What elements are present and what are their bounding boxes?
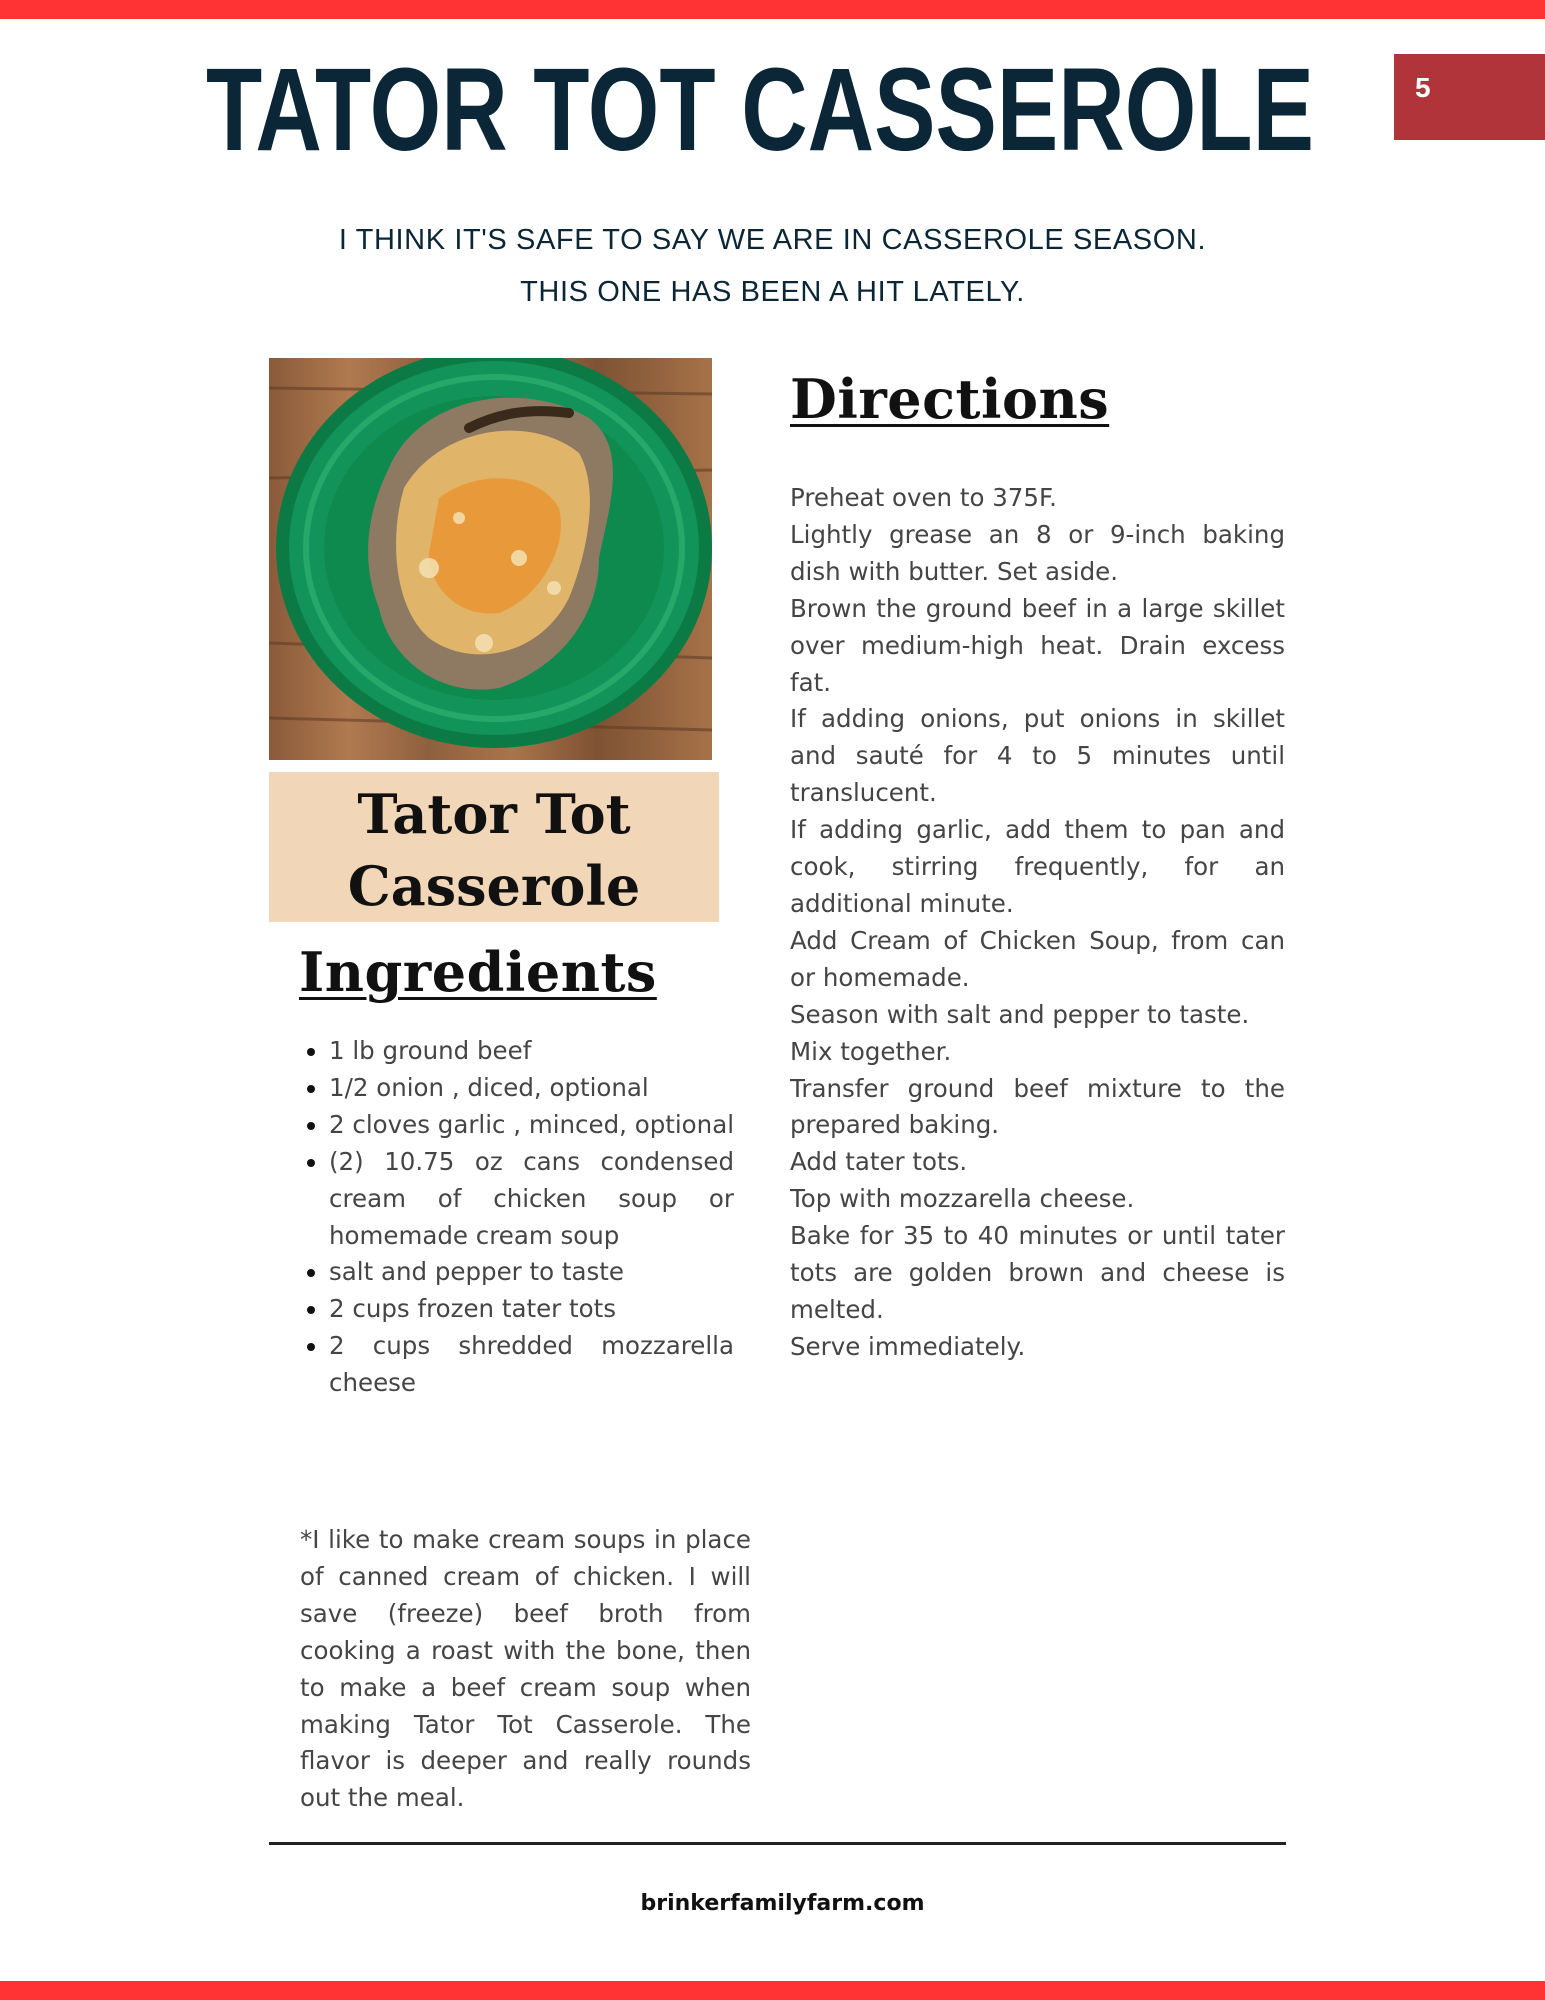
direction-step: Top with mozzarella cheese. (790, 1184, 1135, 1214)
ingredient-item (301, 1033, 734, 1070)
direction-step: If adding garlic, add them to pan and cook, stirring frequently, for an additional minute. (790, 815, 1285, 918)
cream-soup-note: *I like to make cream soups in place of canned cream of chicken. I will save (freeze) beef broth from cooking a roast with the bone, then to make a beef cream soup when making Tator Tot Casserole. The flavor is deeper and really rounds out the meal. (300, 1525, 751, 1813)
ingredient-text: salt and pepper to taste (329, 1257, 624, 1287)
ingredients-list (301, 1033, 734, 1402)
ingredient-text: 1 lb ground beef (329, 1036, 532, 1065)
top-accent-bar (0, 0, 1545, 19)
ingredients-heading: Ingredients (299, 940, 657, 1004)
direction-step: Preheat oven to 375F. (790, 483, 1057, 512)
direction-step: Mix together. (790, 1036, 952, 1066)
footer-divider (269, 1842, 1286, 1845)
ingredient-text: 2 cloves garlic , minced, optional (329, 1109, 735, 1139)
bullet-icon (307, 1343, 315, 1351)
ingredient-item (301, 1107, 734, 1144)
ingredient-item (301, 1254, 734, 1291)
bullet-icon (307, 1269, 315, 1277)
intro-text (0, 214, 1545, 318)
direction-step: Lightly grease an 8 or 9-inch baking dish with butter. Set aside. (790, 519, 1285, 586)
photo-caption-line: Casserole (347, 854, 641, 918)
ingredient-text: 1/2 onion , diced, optional (329, 1072, 649, 1102)
bullet-icon (307, 1085, 315, 1093)
directions-heading: Directions (790, 367, 1110, 431)
page-number: 5 (1415, 72, 1431, 103)
bullet-icon (307, 1122, 315, 1130)
page-title: TATOR TOT CASSEROLE (206, 44, 1314, 176)
ingredient-item (301, 1291, 734, 1328)
direction-step: Add tater tots. (790, 1147, 968, 1177)
footer-website: brinkerfamilyfarm.com (640, 1891, 925, 1916)
casserole-photo (269, 358, 712, 760)
direction-step: Transfer ground beef mixture to the prepared baking. (790, 1073, 1285, 1140)
ingredient-text: 2 cups frozen tater tots (329, 1294, 617, 1324)
intro-line: THIS ONE HAS BEEN A HIT LATELY. (520, 276, 1025, 308)
direction-step: Brown the ground beef in a large skillet over medium-high heat. Drain excess fat. (790, 593, 1285, 697)
intro-line: I THINK IT'S SAFE TO SAY WE ARE IN CASSEROLE SEASON. (338, 224, 1207, 256)
ingredient-text: (2) 10.75 oz cans condensed cream of chicken soup or homemade cream soup (329, 1146, 734, 1250)
bullet-icon (307, 1306, 315, 1314)
direction-step: If adding onions, put onions in skillet and sauté for 4 to 5 minutes until translucent. (790, 704, 1285, 808)
bullet-icon (307, 1159, 315, 1167)
direction-step: Add Cream of Chicken Soup, from can or homemade. (790, 925, 1285, 992)
ingredient-item (301, 1328, 734, 1402)
ingredient-item (301, 1144, 734, 1255)
direction-step: Serve immediately. (790, 1331, 1026, 1361)
ingredient-item (301, 1070, 734, 1107)
page-number-badge (1394, 54, 1545, 140)
direction-step: Season with salt and pepper to taste. (790, 999, 1250, 1029)
ingredient-text: 2 cups shredded mozzarella cheese (329, 1331, 734, 1398)
bottom-accent-bar (0, 1981, 1545, 2000)
photo-caption-line: Tator Tot (357, 782, 631, 846)
directions-list (790, 480, 1285, 1366)
direction-step: Bake for 35 to 40 minutes or until tater tots are golden brown and cheese is melted. (790, 1221, 1285, 1324)
photo-caption (269, 772, 719, 922)
bullet-icon (307, 1048, 315, 1056)
